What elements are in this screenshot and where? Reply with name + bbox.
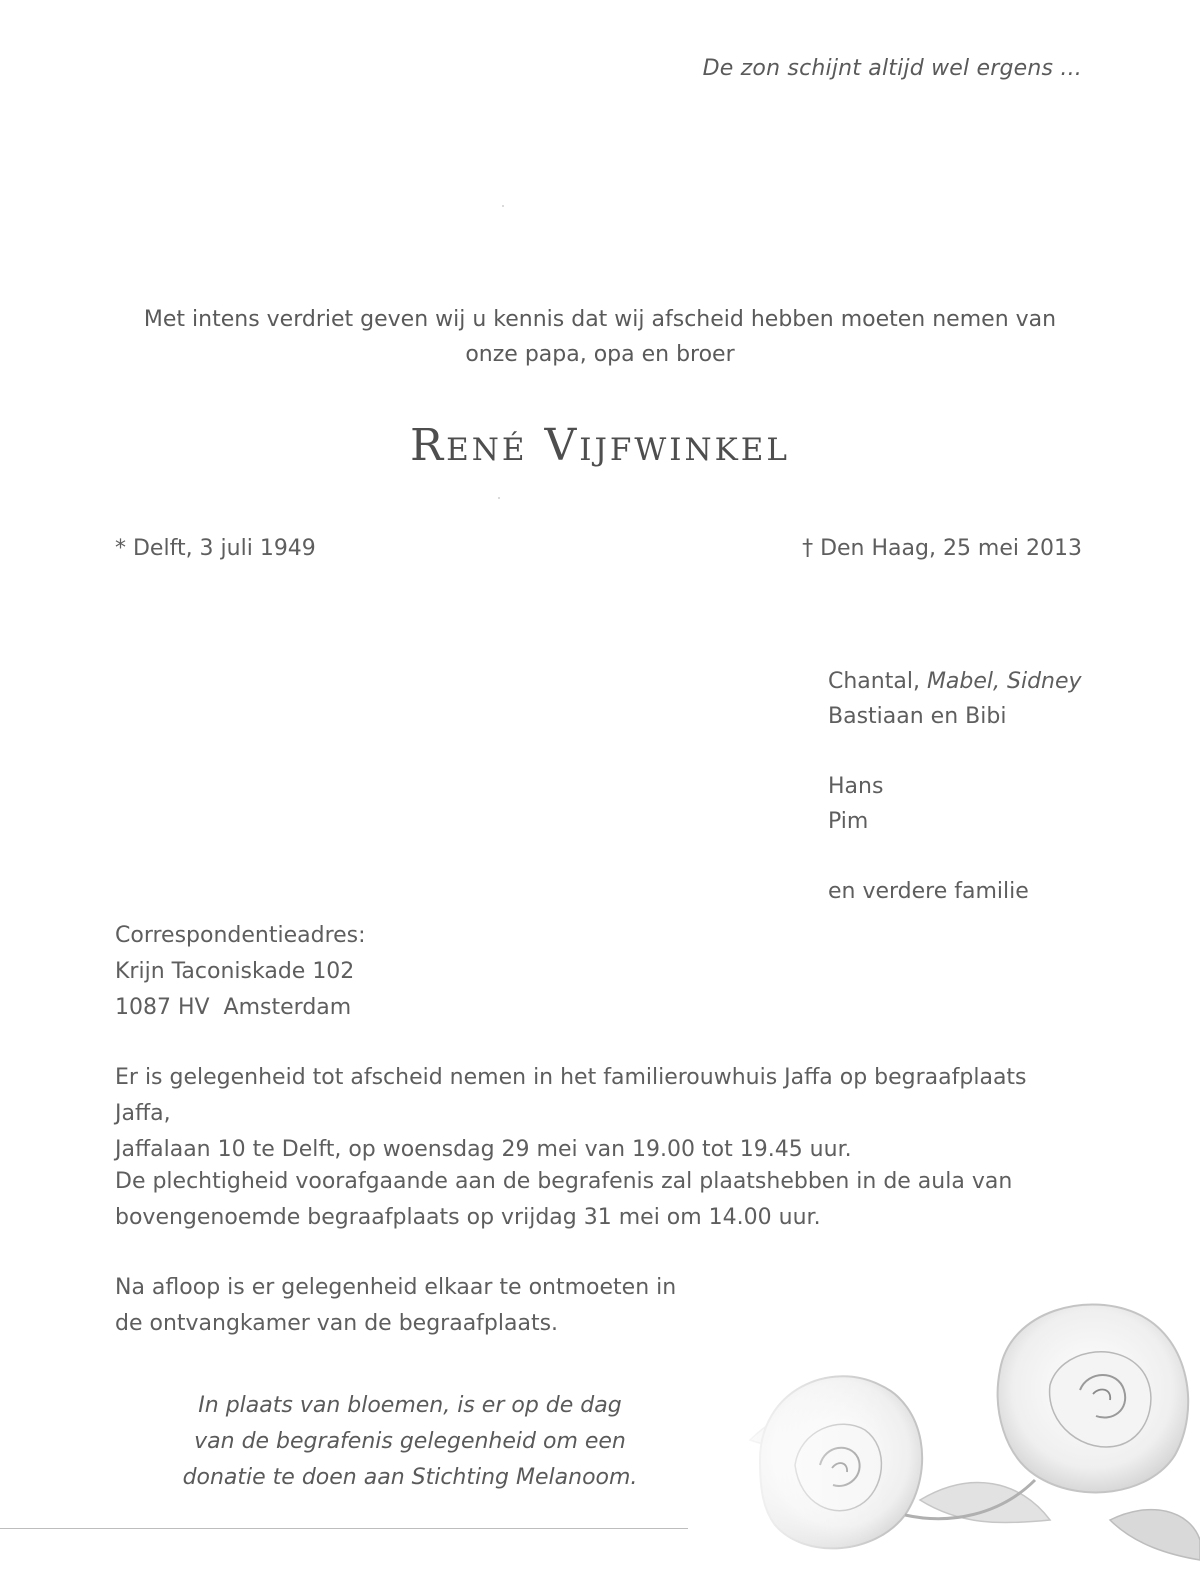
roses-fade-overlay xyxy=(720,1290,1200,1570)
family-line-1 xyxy=(828,664,1082,699)
family-spacer xyxy=(828,839,1082,874)
ceremony-paragraph xyxy=(115,1164,1075,1236)
family-line-2: Bastiaan en Bibi xyxy=(828,704,1007,729)
viewing-line-2: Jaffalaan 10 te Delft, op woensdag 29 mei van 19.00 tot 19.45 uur. xyxy=(115,1137,852,1162)
family-line-4: Pim xyxy=(828,809,869,834)
family-line-5: en verdere familie xyxy=(828,879,1029,904)
viewing-paragraph xyxy=(115,1060,1075,1168)
family-line-3: Hans xyxy=(828,774,884,799)
donation-line-3: donatie te doen aan Stichting Melanoom. xyxy=(182,1465,638,1490)
correspondence-label: Correspondentieadres: xyxy=(115,923,366,948)
ceremony-line-2: bovengenoemde begraafplaats op vrijdag 31 mei om 14.00 uur. xyxy=(115,1205,821,1230)
birth-info: * Delft, 3 juli 1949 xyxy=(115,536,316,561)
announcement-intro xyxy=(0,302,1200,372)
correspondence-city: 1087 HV Amsterdam xyxy=(115,995,352,1020)
donation-line-2: van de begrafenis gelegenheid om een xyxy=(194,1429,626,1454)
donation-note xyxy=(150,1388,670,1496)
scan-speck xyxy=(498,497,500,499)
correspondence-address xyxy=(115,918,366,1026)
family-spacer xyxy=(828,734,1082,769)
roses-illustration xyxy=(720,1290,1200,1570)
reception-line-1: Na afloop is er gelegenheid elkaar te ontmoeten in xyxy=(115,1275,677,1300)
intro-line-1: Met intens verdriet geven wij u kennis dat wij afscheid hebben moeten nemen van xyxy=(143,307,1057,332)
scan-speck xyxy=(502,205,504,207)
intro-line-2: onze papa, opa en broer xyxy=(465,342,735,367)
reception-line-2: de ontvangkamer van de begraafplaats. xyxy=(115,1311,559,1336)
bottom-rule xyxy=(0,1528,688,1529)
family-list xyxy=(828,664,1082,909)
family-line-1-prefix: Chantal, xyxy=(828,669,920,694)
family-line-1-italic: Mabel, Sidney xyxy=(926,669,1082,694)
correspondence-street: Krijn Taconiskade 102 xyxy=(115,959,355,984)
death-info: † Den Haag, 25 mei 2013 xyxy=(802,536,1082,561)
ceremony-line-1: De plechtigheid voorafgaande aan de begrafenis zal plaatshebben in de aula van xyxy=(115,1169,1013,1194)
deceased-name: René Vijfwinkel xyxy=(409,420,791,471)
viewing-line-1: Er is gelegenheid tot afscheid nemen in het familierouwhuis Jaffa op begraafplaats Jaffa, xyxy=(115,1065,1027,1126)
quote-text: De zon schijnt altijd wel ergens ... xyxy=(702,56,1082,81)
donation-line-1: In plaats van bloemen, is er op de dag xyxy=(198,1393,622,1418)
